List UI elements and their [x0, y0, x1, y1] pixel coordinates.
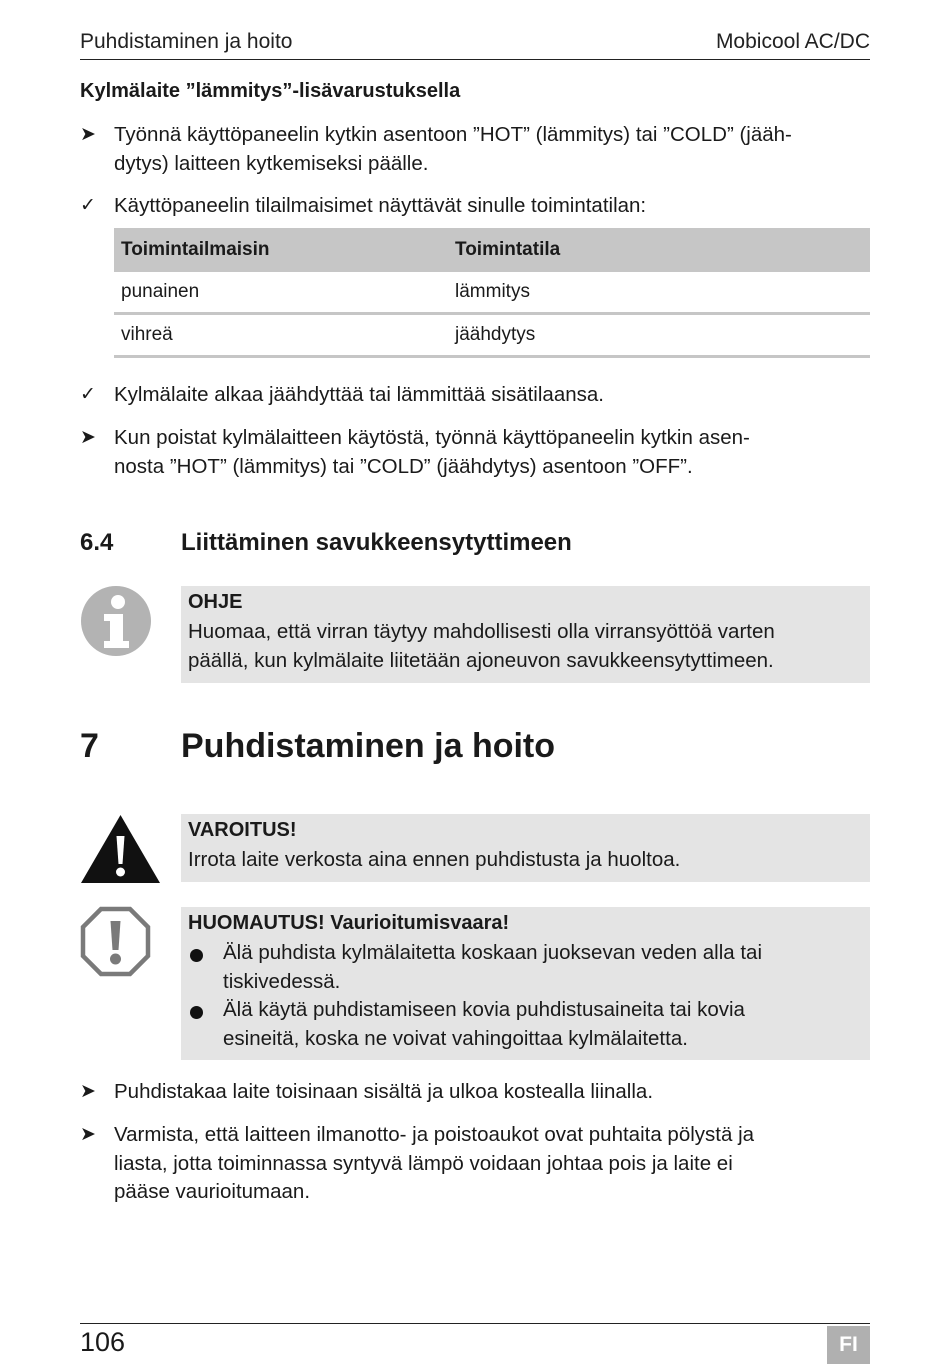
arrow-marker: ➤: [80, 427, 96, 448]
table-row: [114, 315, 870, 355]
step-line: Kun poistat kylmälaitteen käytöstä, työnnä käyttöpaneelin kytkin asen-: [114, 426, 750, 449]
step-line: Varmista, että laitteen ilmanotto- ja poistoaukot ovat puhtaita pölystä ja: [114, 1123, 755, 1146]
table-bottom-rule: [114, 355, 870, 358]
info-icon: [80, 585, 152, 657]
page-number: 106: [80, 1327, 126, 1357]
chapter-title: Puhdistaminen ja hoito: [181, 727, 556, 765]
note-line: päällä, kun kylmälaite liitetään ajoneuvon savukkeensytyttimeen.: [188, 648, 774, 672]
bullet-dot-icon: [190, 1006, 203, 1019]
table-header-cell: Toimintailmaisin: [121, 239, 270, 260]
section-number: 6.4: [80, 529, 114, 556]
step-line: pääse vaurioitumaan.: [114, 1180, 311, 1203]
check-marker: ✓: [80, 195, 96, 216]
warning-triangle-icon: [80, 814, 161, 884]
result-text: Kylmälaite alkaa jäähdyttää tai lämmittää sisätilaansa.: [114, 383, 604, 406]
instruction-step: [80, 1078, 870, 1107]
instruction-step: [80, 424, 870, 482]
language-badge: FI: [827, 1326, 870, 1364]
manual-page: [80, 0, 870, 1365]
footer-divider: [80, 1323, 870, 1324]
exclamation-octagon-icon: [80, 906, 151, 977]
table-cell: vihreä: [121, 324, 173, 345]
section-title: Liittäminen savukkeensytyttimeen: [181, 529, 572, 556]
indicator-table: [114, 228, 870, 358]
arrow-marker: ➤: [80, 1124, 96, 1145]
table-cell: lämmitys: [455, 281, 530, 302]
note-line: Huomaa, että virran täytyy mahdollisesti olla virransyöttöä varten: [188, 620, 775, 643]
instruction-step: [80, 121, 870, 179]
step-line: Työnnä käyttöpaneelin kytkin asentoon ”HOT” (lämmitys) tai ”COLD” (jääh-: [114, 123, 792, 146]
warning-title: VAROITUS!: [188, 819, 297, 841]
warning-text: Irrota laite verkosta aina ennen puhdistusta ja huoltoa.: [188, 848, 681, 871]
bullet-line: Älä puhdista kylmälaitetta koskaan juoksevan veden alla tai: [223, 941, 763, 964]
note-title: OHJE: [188, 591, 243, 613]
header-product-name: Mobicool AC/DC: [715, 30, 870, 53]
table-header-row: [114, 228, 870, 272]
notice-title: HUOMAUTUS! Vaurioitumisvaara!: [188, 912, 510, 934]
step-line: liasta, jotta toiminnassa syntyvä lämpö voidaan johtaa pois ja laite ei: [114, 1151, 733, 1175]
result-item: [80, 381, 870, 410]
heating-subheading: Kylmälaite ”lämmitys”-lisävarustuksella: [80, 80, 461, 102]
result-text: Käyttöpaneelin tilailmaisimet näyttävät sinulle toimintatilan:: [114, 194, 647, 217]
notice-box: [181, 907, 870, 1060]
step-line: nosta ”HOT” (lämmitys) tai ”COLD” (jäähdytys) asentoon ”OFF”.: [114, 454, 693, 478]
table-cell: punainen: [121, 281, 200, 302]
step-line: Puhdistakaa laite toisinaan sisältä ja ulkoa kostealla liinalla.: [114, 1080, 654, 1103]
bullet-line: Älä käytä puhdistamiseen kovia puhdistusaineita tai kovia: [223, 998, 745, 1021]
header-section-title: Puhdistaminen ja hoito: [80, 30, 293, 53]
notice-bullet: [190, 996, 870, 1054]
table-row: [114, 272, 870, 312]
table-cell: jäähdytys: [455, 324, 536, 345]
bullet-dot-icon: [190, 949, 203, 962]
bullet-line: tiskivedessä.: [223, 969, 341, 993]
bullet-line: esineitä, koska ne voivat vahingoittaa kylmälaitetta.: [223, 1026, 688, 1050]
chapter-number: 7: [80, 727, 99, 765]
arrow-marker: ➤: [80, 1081, 96, 1102]
result-item: [80, 192, 870, 221]
arrow-marker: ➤: [80, 124, 96, 145]
table-header-cell: Toimintatila: [455, 239, 561, 260]
header-divider: [80, 59, 870, 60]
notice-bullet: [190, 939, 870, 997]
warning-box: [181, 814, 870, 882]
instruction-step: [80, 1121, 870, 1207]
note-text: [188, 618, 775, 675]
note-box: [181, 586, 870, 683]
step-line: dytys) laitteen kytkemiseksi päälle.: [114, 151, 429, 175]
check-marker: ✓: [80, 384, 96, 405]
